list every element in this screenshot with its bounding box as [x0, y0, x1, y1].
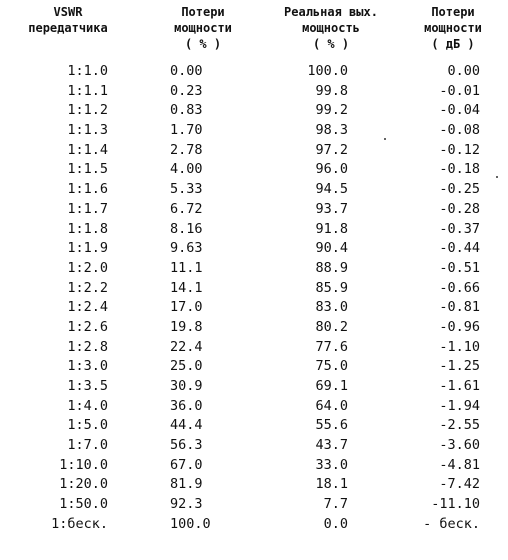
vswr-cell: 1:2.8	[67, 338, 108, 355]
vswr-cell: 1:1.1	[67, 82, 108, 99]
loss-percent-cell: 11.1	[170, 259, 203, 276]
real-output-cell: 85.9	[315, 279, 348, 296]
real-output-cell: 33.0	[315, 456, 348, 473]
table-row	[0, 475, 508, 495]
header-db-unit: ( дБ )	[431, 37, 475, 51]
vswr-cell: 1:7.0	[67, 437, 108, 454]
loss-percent-cell: 6.72	[170, 200, 203, 217]
loss-percent-cell: 81.9	[170, 476, 203, 493]
real-output-cell: 96.0	[315, 161, 348, 178]
real-output-cell: 43.7	[315, 437, 348, 454]
loss-percent-cell: 44.4	[170, 417, 203, 434]
header-real-line: мощность	[302, 21, 360, 35]
real-output-cell: 100.0	[307, 63, 348, 79]
real-output-cell: 88.9	[315, 259, 348, 276]
real-output-cell: 18.1	[315, 476, 348, 493]
real-output-cell: 99.8	[315, 82, 348, 99]
real-output-cell: 77.6	[315, 338, 348, 355]
header-real-line: Реальная вых.	[284, 5, 378, 19]
loss-percent-cell: 5.33	[170, 181, 203, 198]
loss-percent-cell: 1.70	[170, 122, 203, 139]
real-output-cell: 0.0	[323, 515, 348, 532]
loss-percent-cell: 30.9	[170, 378, 203, 394]
header-real-unit: ( % )	[312, 37, 350, 51]
table-header	[0, 4, 508, 64]
table-row	[0, 377, 508, 397]
header-db-line: мощности	[424, 21, 482, 35]
loss-percent-cell: 0.83	[170, 102, 203, 119]
loss-db-cell: -0.44	[439, 240, 480, 257]
vswr-cell: 1:2.2	[67, 279, 108, 296]
real-output-cell: 90.4	[315, 240, 348, 257]
vswr-cell: 1:4.0	[67, 397, 108, 414]
loss-db-cell: -4.81	[439, 456, 480, 473]
loss-percent-cell: 14.1	[170, 279, 203, 296]
loss-percent-cell: 17.0	[170, 299, 203, 316]
real-output-cell: 93.7	[315, 200, 348, 217]
loss-db-cell: -0.66	[439, 279, 480, 296]
real-output-cell: 97.2	[315, 141, 348, 158]
loss-db-cell: -7.42	[439, 476, 480, 493]
table-row	[0, 495, 508, 515]
table-row	[0, 82, 508, 102]
table-row	[0, 180, 508, 200]
loss-percent-cell: 0.23	[170, 82, 203, 99]
scan-speck	[496, 176, 498, 178]
table-row	[0, 298, 508, 318]
real-output-cell: 75.0	[315, 358, 348, 375]
loss-percent-cell: 4.00	[170, 161, 203, 178]
table-row	[0, 338, 508, 358]
real-output-cell: 69.1	[315, 378, 348, 394]
header-loss-line: мощности	[174, 21, 232, 35]
header-loss-line: Потери	[181, 5, 225, 19]
vswr-cell: 1:1.7	[67, 200, 108, 217]
table-row	[0, 357, 508, 377]
scan-speck	[384, 138, 386, 140]
loss-percent-cell: 0.00	[170, 63, 203, 79]
table-row	[0, 259, 508, 279]
vswr-cell: 1:1.3	[67, 122, 108, 139]
loss-percent-cell: 22.4	[170, 338, 203, 355]
vswr-cell: 1:беск.	[51, 515, 108, 532]
table-row	[0, 200, 508, 220]
table-row	[0, 101, 508, 121]
loss-db-cell: 0.00	[447, 63, 480, 79]
loss-db-cell: -0.96	[439, 318, 480, 335]
loss-db-cell: -1.94	[439, 397, 480, 414]
real-output-cell: 80.2	[315, 318, 348, 335]
real-output-cell: 98.3	[315, 122, 348, 139]
table-row	[0, 62, 508, 82]
header-loss-percent	[144, 4, 262, 52]
table-row	[0, 436, 508, 456]
loss-db-cell: -0.25	[439, 181, 480, 198]
vswr-cell: 1:3.5	[67, 378, 108, 394]
table-row	[0, 397, 508, 417]
vswr-cell: 1:1.0	[67, 63, 108, 79]
loss-db-cell: -0.04	[439, 102, 480, 119]
loss-percent-cell: 2.78	[170, 141, 203, 158]
real-output-cell: 83.0	[315, 299, 348, 316]
loss-db-cell: -11.10	[431, 496, 480, 513]
header-vswr-line: передатчика	[28, 21, 108, 35]
table-row	[0, 279, 508, 299]
vswr-cell: 1:1.8	[67, 220, 108, 237]
vswr-cell: 1:10.0	[59, 456, 108, 473]
vswr-cell: 1:1.4	[67, 141, 108, 158]
table-row	[0, 416, 508, 436]
loss-percent-cell: 92.3	[170, 496, 203, 513]
vswr-cell: 1:2.4	[67, 299, 108, 316]
loss-percent-cell: 36.0	[170, 397, 203, 414]
loss-db-cell: -0.01	[439, 82, 480, 99]
table-row	[0, 220, 508, 240]
vswr-cell: 1:1.5	[67, 161, 108, 178]
vswr-cell: 1:20.0	[59, 476, 108, 493]
vswr-cell: 1:1.6	[67, 181, 108, 198]
vswr-cell: 1:2.0	[67, 259, 108, 276]
loss-percent-cell: 19.8	[170, 318, 203, 335]
vswr-cell: 1:1.9	[67, 240, 108, 257]
loss-db-cell: -3.60	[439, 437, 480, 454]
table-row	[0, 121, 508, 141]
header-loss-unit: ( % )	[184, 37, 222, 51]
loss-db-cell: -0.81	[439, 299, 480, 316]
header-real-output	[262, 4, 400, 52]
table-body	[0, 62, 508, 535]
header-db-line: Потери	[431, 5, 475, 19]
loss-db-cell: -0.37	[439, 220, 480, 237]
real-output-cell: 7.7	[323, 496, 348, 513]
vswr-cell: 1:50.0	[59, 496, 108, 513]
vswr-cell: 1:3.0	[67, 358, 108, 375]
loss-db-cell: -0.28	[439, 200, 480, 217]
table-row	[0, 160, 508, 180]
loss-db-cell: -1.10	[439, 338, 480, 355]
real-output-cell: 64.0	[315, 397, 348, 414]
loss-percent-cell: 25.0	[170, 358, 203, 375]
header-vswr-line: VSWR	[53, 5, 83, 19]
loss-db-cell: -0.51	[439, 259, 480, 276]
table-row	[0, 318, 508, 338]
table-row	[0, 515, 508, 535]
vswr-cell: 1:1.2	[67, 102, 108, 119]
loss-percent-cell: 100.0	[170, 515, 211, 532]
loss-db-cell: -2.55	[439, 417, 480, 434]
vswr-cell: 1:5.0	[67, 417, 108, 434]
loss-percent-cell: 56.3	[170, 437, 203, 454]
loss-db-cell: -1.61	[439, 378, 480, 394]
table-row	[0, 456, 508, 476]
table-row	[0, 239, 508, 259]
real-output-cell: 99.2	[315, 102, 348, 119]
real-output-cell: 91.8	[315, 220, 348, 237]
loss-percent-cell: 9.63	[170, 240, 203, 257]
loss-percent-cell: 67.0	[170, 456, 203, 473]
loss-db-cell: -0.18	[439, 161, 480, 178]
vswr-cell: 1:2.6	[67, 318, 108, 335]
real-output-cell: 94.5	[315, 181, 348, 198]
loss-db-cell: -0.12	[439, 141, 480, 158]
header-vswr	[0, 4, 136, 36]
loss-db-cell: -0.08	[439, 122, 480, 139]
real-output-cell: 55.6	[315, 417, 348, 434]
loss-db-cell: -1.25	[439, 358, 480, 375]
table-row	[0, 141, 508, 161]
loss-percent-cell: 8.16	[170, 220, 203, 237]
loss-db-cell: - беск.	[423, 515, 480, 532]
header-loss-db	[398, 4, 508, 52]
